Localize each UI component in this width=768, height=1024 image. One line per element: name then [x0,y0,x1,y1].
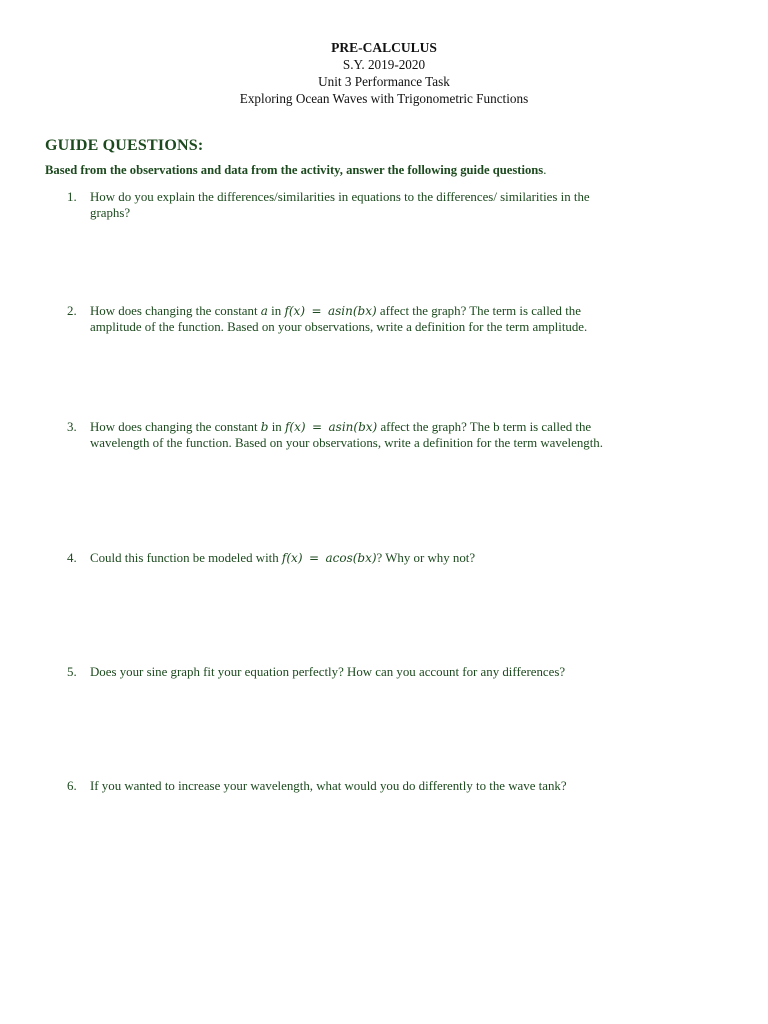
question-1 [67,189,707,221]
question-number: 4. [67,551,77,565]
question-line: wavelength of the function. Based on your observations, write a definition for the term wavelength. [90,436,603,450]
math-expression: asin(bx) [328,420,378,434]
activity-title: Exploring Ocean Waves with Trigonometric Functions [239,91,529,106]
question-line: Does your sine graph fit your equation perfectly? How can you account for any differences? [90,665,566,679]
math-equals: = [308,551,320,565]
math-function: f(x) [284,304,306,318]
question-line: graphs? [90,206,131,220]
math-function: f(x) [284,420,306,434]
question-line [90,419,707,435]
math-expression: asin(bx) [327,304,377,318]
question-line: amplitude of the function. Based on your observations, write a definition for the term amplitude. [90,320,588,334]
question-6 [67,778,707,794]
question-number: 6. [67,779,77,793]
question-4 [67,550,707,566]
instruction-text [45,163,745,178]
question-5 [67,664,707,680]
school-year: S.Y. 2019-2020 [342,57,426,72]
question-fragment: affect the graph? The term is called the [379,304,581,318]
question-number: 5. [67,665,77,679]
question-fragment: How does changing the constant [90,304,258,318]
question-fragment: ? Why or why not? [376,551,476,565]
question-number: 3. [67,420,77,434]
question-text [90,419,707,451]
question-fragment: in [271,420,282,434]
question-text [90,303,707,335]
question-fragment: in [271,304,282,318]
question-3 [67,419,707,451]
question-line: How do you explain the differences/similarities in equations to the differences/ similarities in the [90,190,590,204]
instruction-period: . [543,163,547,177]
math-variable: b [260,420,269,434]
math-equals: = [311,304,322,318]
question-text [90,550,707,566]
section-title: GUIDE QUESTIONS: [45,137,204,154]
question-line [90,303,707,319]
question-line: If you wanted to increase your wavelength, what would you do differently to the wave tank? [90,779,567,793]
question-fragment: affect the graph? The b term is called the [380,420,592,434]
instruction-body: Based from the observations and data from the activity, answer the following guide questions [45,163,544,177]
question-number: 2. [67,304,77,318]
math-variable: a [260,304,268,318]
math-function: f(x) [281,551,303,565]
question-2 [67,303,707,335]
task-name: Unit 3 Performance Task [318,74,450,89]
question-fragment: How does changing the constant [90,420,258,434]
math-equals: = [312,420,323,434]
question-fragment: Could this function be modeled with [90,551,279,565]
question-text [90,778,707,794]
question-number: 1. [67,190,77,204]
course-title: PRE-CALCULUS [331,40,437,55]
question-line [90,550,707,566]
question-text [90,664,707,680]
math-expression: acos(bx) [325,551,377,565]
document-header [0,39,768,107]
question-text [90,189,707,221]
